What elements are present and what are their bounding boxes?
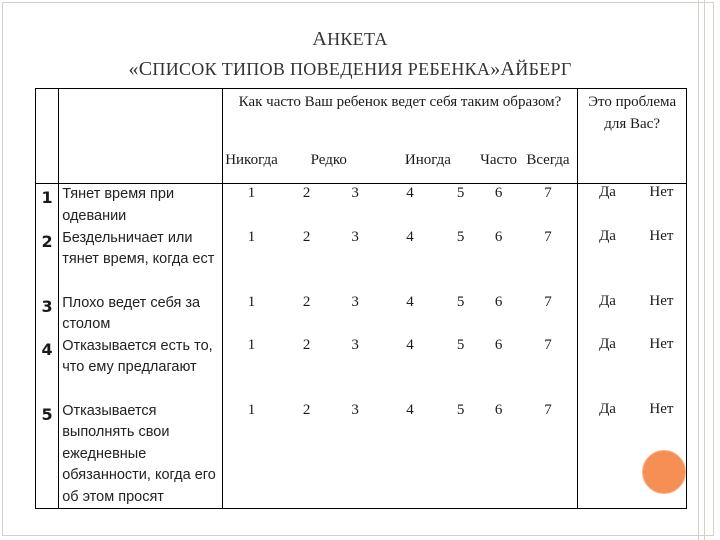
survey-table [35, 88, 687, 509]
value-cell: 2 [302, 293, 311, 310]
answer-no: Нет [637, 336, 687, 401]
table-row [36, 228, 687, 293]
decor-line [698, 0, 699, 540]
value-cell: 5 [443, 401, 479, 509]
value-cell: 4 [406, 293, 414, 310]
freq-rarely: Редко [310, 151, 347, 168]
decorative-circle [642, 450, 686, 494]
table-row [36, 184, 687, 228]
answer-yes: Да [578, 401, 637, 509]
freq-sometimes: Иногда [404, 151, 451, 168]
value-cell: 1 [222, 401, 280, 509]
freq-always: Всегда [526, 151, 570, 168]
value-cell: 6 [479, 184, 519, 228]
value-cell: 7 [544, 336, 552, 353]
value-cell: 7 [519, 184, 578, 228]
question-header: Как часто Ваш ребенок ведет себя таким образом? [222, 89, 578, 144]
freq-never: Никогда [222, 144, 280, 184]
answer-yes: Да [578, 228, 637, 293]
value-cell: 2 [302, 336, 311, 353]
value-cell: 1 [222, 336, 280, 401]
value-cell: 3 [333, 184, 377, 228]
value-cell: 5 [456, 293, 465, 310]
answer-yes: Да [578, 336, 637, 401]
answer-yes: Да [578, 184, 637, 228]
value-cell: 1 [222, 293, 280, 336]
value-cell: 6 [494, 293, 503, 310]
value-cell: 2 [280, 401, 333, 509]
value-cell: 1 [222, 228, 280, 293]
value-cell: 6 [494, 228, 503, 245]
value-cell: 4 [377, 401, 442, 509]
row-description: Тянет время при одевании [59, 184, 223, 228]
row-description: Плохо ведет себя за столом [59, 293, 223, 336]
value-cell: 2 [280, 184, 333, 228]
problem-header: Это проблема для Вас? [578, 89, 687, 184]
row-number: 1 [36, 184, 59, 228]
value-cell: 4 [406, 228, 414, 245]
page-subtitle: «СПИСОК ТИПОВ ПОВЕДЕНИЯ РЕБЕНКА»АЙБЕРГ [128, 58, 572, 80]
header-row [36, 89, 687, 144]
header-empty-num [36, 89, 59, 184]
row-description: Отказывается есть то, что ему предлагают [59, 336, 223, 401]
value-cell: 7 [519, 401, 578, 509]
row-description: Бездельничает или тянет время, когда ест [59, 228, 223, 293]
value-cell: 7 [544, 293, 552, 310]
value-cell: 5 [456, 228, 465, 245]
table-row [36, 336, 687, 401]
row-number: 4 [36, 336, 59, 401]
value-cell: 4 [406, 336, 414, 353]
decor-line [704, 0, 705, 540]
answer-no: Нет [637, 401, 687, 509]
value-cell: 4 [377, 184, 442, 228]
answer-no: Нет [637, 184, 687, 228]
value-cell: 2 [302, 228, 311, 245]
value-cell: 3 [351, 336, 359, 353]
value-cell: 5 [456, 336, 465, 353]
row-number: 3 [36, 293, 59, 336]
value-cell: 3 [351, 293, 359, 310]
answer-no: Нет [637, 293, 687, 336]
value-cell: 5 [443, 184, 479, 228]
table-row [36, 293, 687, 336]
value-cell: 1 [222, 184, 280, 228]
value-cell: 3 [351, 228, 359, 245]
value-cell: 6 [479, 401, 519, 509]
freq-often: Часто [480, 151, 518, 168]
value-cell: 3 [333, 401, 377, 509]
row-number: 2 [36, 228, 59, 293]
row-number: 5 [36, 401, 59, 509]
row-description: Отказывается выполнять свои ежедневные обязанности, когда его об этом просят [59, 401, 223, 509]
table-row [36, 401, 687, 509]
answer-yes: Да [578, 293, 637, 336]
value-cell: 6 [494, 336, 503, 353]
answer-no: Нет [637, 228, 687, 293]
value-cell: 7 [544, 228, 552, 245]
header-empty-desc [59, 89, 223, 184]
page-title: АНКЕТА [312, 28, 388, 50]
